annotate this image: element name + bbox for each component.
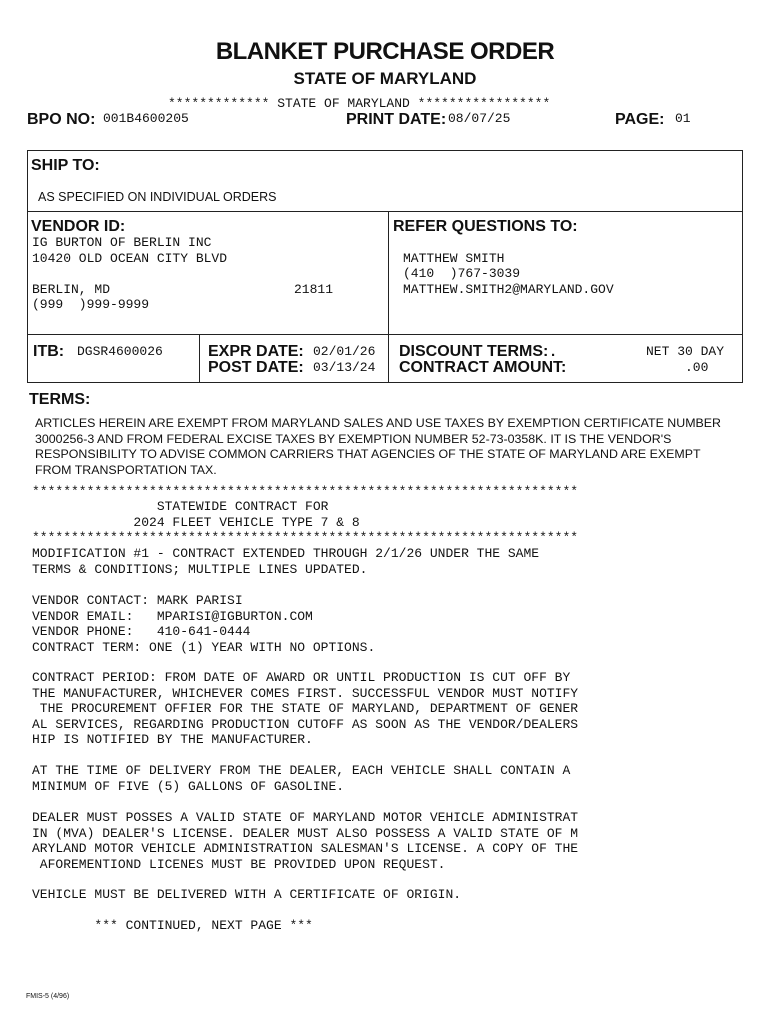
continued-note: *** CONTINUED, NEXT PAGE *** (32, 918, 313, 933)
post-date-label: POST DATE: (208, 359, 304, 376)
page-number: 01 (675, 111, 691, 126)
discount-terms-dot: . (551, 343, 556, 360)
vendor-name: IG BURTON OF BERLIN INC (32, 235, 212, 250)
itb-label: ITB: (33, 343, 65, 360)
dates-divider (388, 334, 389, 383)
print-date-value: 08/07/25 (448, 111, 511, 126)
contract-amount-value: .00 (685, 360, 709, 375)
contract-title-line1: STATEWIDE CONTRACT FOR (32, 499, 329, 514)
vendor-questions-box (27, 211, 743, 335)
contract-amount-label: CONTRACT AMOUNT: (399, 359, 567, 376)
ship-to-value: AS SPECIFIED ON INDIVIDUAL ORDERS (38, 190, 277, 204)
vendor-contact-block: VENDOR CONTACT: MARK PARISI VENDOR EMAIL: MPARISI@IGBURTON.COM VENDOR PHONE: 410-641-0444 CONTRACT TERM: ONE (1) YEAR WITH NO OPTIONS. (32, 593, 376, 655)
vendor-city: BERLIN, MD (32, 282, 111, 297)
page-label: PAGE: (615, 111, 665, 128)
contract-stars-top: ********************************************************************** (32, 484, 579, 499)
itb-value: DGSR4600026 (77, 344, 163, 359)
contract-stars-bottom: ********************************************************************** (32, 530, 579, 545)
bpo-label: BPO NO: (27, 111, 96, 128)
bpo-number: 001B4600205 (103, 111, 189, 126)
ship-to-label: SHIP TO: (31, 157, 100, 174)
vendor-id-label: VENDOR ID: (31, 218, 126, 235)
post-date-value: 03/13/24 (313, 360, 376, 375)
refer-questions-label: REFER QUESTIONS TO: (393, 218, 578, 235)
terms-label: TERMS: (29, 391, 91, 408)
document-title: BLANKET PURCHASE ORDER (215, 38, 555, 65)
expr-date-label: EXPR DATE: (208, 343, 304, 360)
expr-date-value: 02/01/26 (313, 344, 376, 359)
vendor-street: 10420 OLD OCEAN CITY BLVD (32, 251, 228, 266)
contract-title-line2: 2024 FLEET VEHICLE TYPE 7 & 8 (32, 515, 360, 530)
discount-terms-value: NET 30 DAY (646, 344, 725, 359)
contract-period-block: CONTRACT PERIOD: FROM DATE OF AWARD OR UNTIL PRODUCTION IS CUT OFF BY THE MANUFACTURER, WHICHEVER COMES FIRST. SUCCESSFUL VENDOR MUST NOTIFY THE PROCUREMENT OFFIER FOR THE STATE OF MARYLAND, DEPARTMENT OF GENER AL SERVICES, REGARDING PRODUCTION CUTOFF AS SOON AS THE VENDOR/DEALERS HIP IS NOTIFIED BY THE MANUFACTURER. (32, 670, 579, 747)
contact-email: MATTHEW.SMITH2@MARYLAND.GOV (403, 282, 614, 297)
discount-terms-label: DISCOUNT TERMS: (399, 343, 549, 360)
document-subtitle: STATE OF MARYLAND (293, 69, 477, 88)
delivery-block: AT THE TIME OF DELIVERY FROM THE DEALER, EACH VEHICLE SHALL CONTAIN A MINIMUM OF FIVE (5) GALLONS OF GASOLINE. (32, 763, 571, 794)
contact-name: MATTHEW SMITH (403, 251, 505, 266)
contact-phone: (410 )767-3039 (403, 266, 521, 281)
modification-note: MODIFICATION #1 - CONTRACT EXTENDED THROUGH 2/1/26 UNDER THE SAME TERMS & CONDITIONS; MULTIPLE LINES UPDATED. (32, 546, 540, 577)
itb-divider (199, 334, 200, 383)
dealer-license-block: DEALER MUST POSSES A VALID STATE OF MARYLAND MOTOR VEHICLE ADMINISTRAT IN (MVA) DEALER'S LICENSE. DEALER MUST ALSO POSSESS A VALID STATE OF M ARYLAND MOTOR VEHICLE ADMINISTRATION SALESMAN'S LICENSE. A COPY OF THE AFOREMENTIOND LICENES MUST BE PROVIDED UPON REQUEST. (32, 810, 579, 872)
vendor-questions-divider (388, 211, 389, 335)
print-date-label: PRINT DATE: (346, 111, 447, 128)
vendor-zip: 21811 (294, 282, 334, 297)
header-star-line: ************* STATE OF MARYLAND ***************** (168, 96, 551, 111)
certificate-block: VEHICLE MUST BE DELIVERED WITH A CERTIFICATE OF ORIGIN. (32, 887, 462, 902)
form-id: FMIS-5 (4/96) (26, 993, 70, 1000)
terms-text: ARTICLES HEREIN ARE EXEMPT FROM MARYLAND SALES AND USE TAXES BY EXEMPTION CERTIFICATE NUMBER 3000256-3 AND FROM FEDERAL EXCISE TAXES BY EXEMPTION NUMBER 52-73-0358K. IT IS THE VENDOR'S RESPONSIBILITY TO ADVISE COMMON CARRIERS THAT AGENCIES OF THE STATE OF MARYLAND ARE EXEMPT FROM TRANSPORTATION TAX. (35, 416, 722, 477)
vendor-phone: (999 )999-9999 (32, 297, 150, 312)
